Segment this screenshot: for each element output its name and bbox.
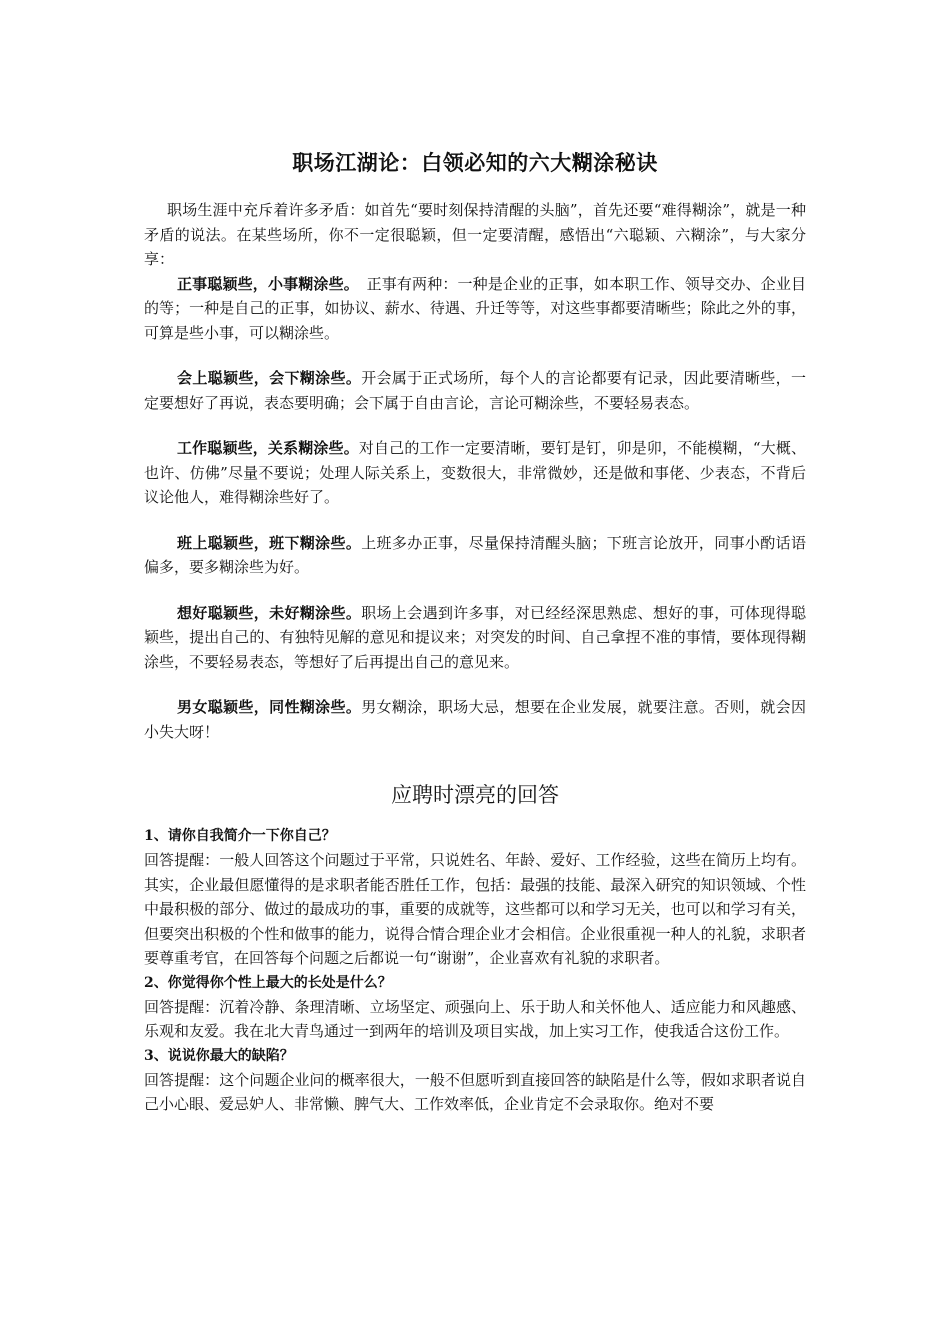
document-body xyxy=(144,148,806,1117)
rule-body: 正事有两种：一种是企业的正事，如本职工作、领导交办、企业目的等；一种是自己的正事，如协议、薪水、待遇、升迁等等，对这些事都要清晰些；除此之外的事，可算是些小事，可以糊涂些。 xyxy=(144,274,806,342)
rule-paragraph xyxy=(144,436,806,510)
interview-question: 3、说说你最大的缺陷？ xyxy=(144,1047,294,1064)
rule-heading: 想好聪颖些，未好糊涂些。 xyxy=(177,603,362,622)
rule-body: 上班多办正事，尽量保持清醒头脑；下班言论放开，同事小酌话语偏多，要多糊涂些为好。 xyxy=(144,533,806,576)
section-title: 应聘时漂亮的回答 xyxy=(391,783,559,807)
interview-question: 1、请你自我简介一下你自己？ xyxy=(144,828,336,844)
intro-paragraph: 职场生涯中充斥着许多矛盾：如首先“要时刻保持清醒的头脑”，首先还要“难得糊涂”，就是一种矛盾的说法。在某些场所，你不一定很聪颖，但一定要清醒，感悟出“六聪颖、六糊涂”，与大家分享： xyxy=(144,201,806,268)
rule-paragraph xyxy=(144,272,806,346)
rule-heading: 正事聪颖些，小事糊涂些。 xyxy=(177,274,352,293)
rule-paragraph xyxy=(144,601,806,675)
rule-heading: 工作聪颖些，关系糊涂些。 xyxy=(177,439,359,457)
rule-heading: 男女聪颖些，同性糊涂些。 xyxy=(177,698,362,716)
rule-heading: 班上聪颖些，班下糊涂些。 xyxy=(177,533,362,552)
rule-body: 职场上会遇到许多事，对已经经深思熟虑、想好的事，可体现得聪颖些，提出自己的、有独特见解的意见和提议来；对突发的时间、自己拿捏不准的事情，要体现得糊涂些，不要轻易表态，等想好了后再提出自己的意见来。 xyxy=(144,603,806,671)
article-title: 职场江湖论：白领必知的六大糊涂秘诀 xyxy=(292,150,658,175)
rule-body: 男女糊涂，职场大忌，想要在企业发展，就要注意。否则，就会因小失大呀！ xyxy=(144,698,806,741)
rule-heading: 会上聪颖些，会下糊涂些。 xyxy=(177,369,362,387)
rule-paragraph xyxy=(144,366,806,415)
rule-paragraph xyxy=(144,531,806,580)
interview-question: 2、你觉得你个性上最大的长处是什么？ xyxy=(144,974,392,991)
interview-answer: 回答提醒：这个问题企业问的概率很大，一般不但愿听到直接回答的缺陷是什么等，假如求职者说自己小心眼、爱忌妒人、非常懒、脾气大、工作效率低，企业肯定不会录取你。绝对不要 xyxy=(144,1070,806,1113)
rule-body: 开会属于正式场所，每个人的言论都要有记录，因此要清晰些，一定要想好了再说，表态要明确；会下属于自由言论，言论可糊涂些，不要轻易表态。 xyxy=(144,369,806,412)
rule-body: 对自己的工作一定要清晰，要钉是钉，卯是卯，不能模糊，“大概、也许、仿佛”尽量不要说；处理人际关系上，变数很大，非常微妙，还是做和事佬、少表态，不背后议论他人，难得糊涂些好了。 xyxy=(144,439,806,506)
interview-answer: 回答提醒：沉着冷静、条理清晰、立场坚定、顽强向上、乐于助人和关怀他人、适应能力和风趣感、乐观和友爱。我在北大青鸟通过一到两年的培训及项目实战，加上实习工作，使我适合这份工作。 xyxy=(144,997,806,1040)
rule-paragraph xyxy=(144,695,806,744)
interview-answer: 回答提醒：一般人回答这个问题过于平常，只说姓名、年龄、爱好、工作经验，这些在简历上均有。其实，企业最但愿懂得的是求职者能否胜任工作，包括：最强的技能、最深入研究的知识领域、个性中最积极的部分、做过的最成功的事，重要的成就等，这些都可以和学习无关，也可以和学习有关，但要突出积极的个性和做事的能力，说得合情合理企业才会相信。企业很重视一种人的礼貌，求职者要尊重考官，在回答每个问题之后都说一句“谢谢”，企业喜欢有礼貌的求职者。 xyxy=(144,851,806,967)
